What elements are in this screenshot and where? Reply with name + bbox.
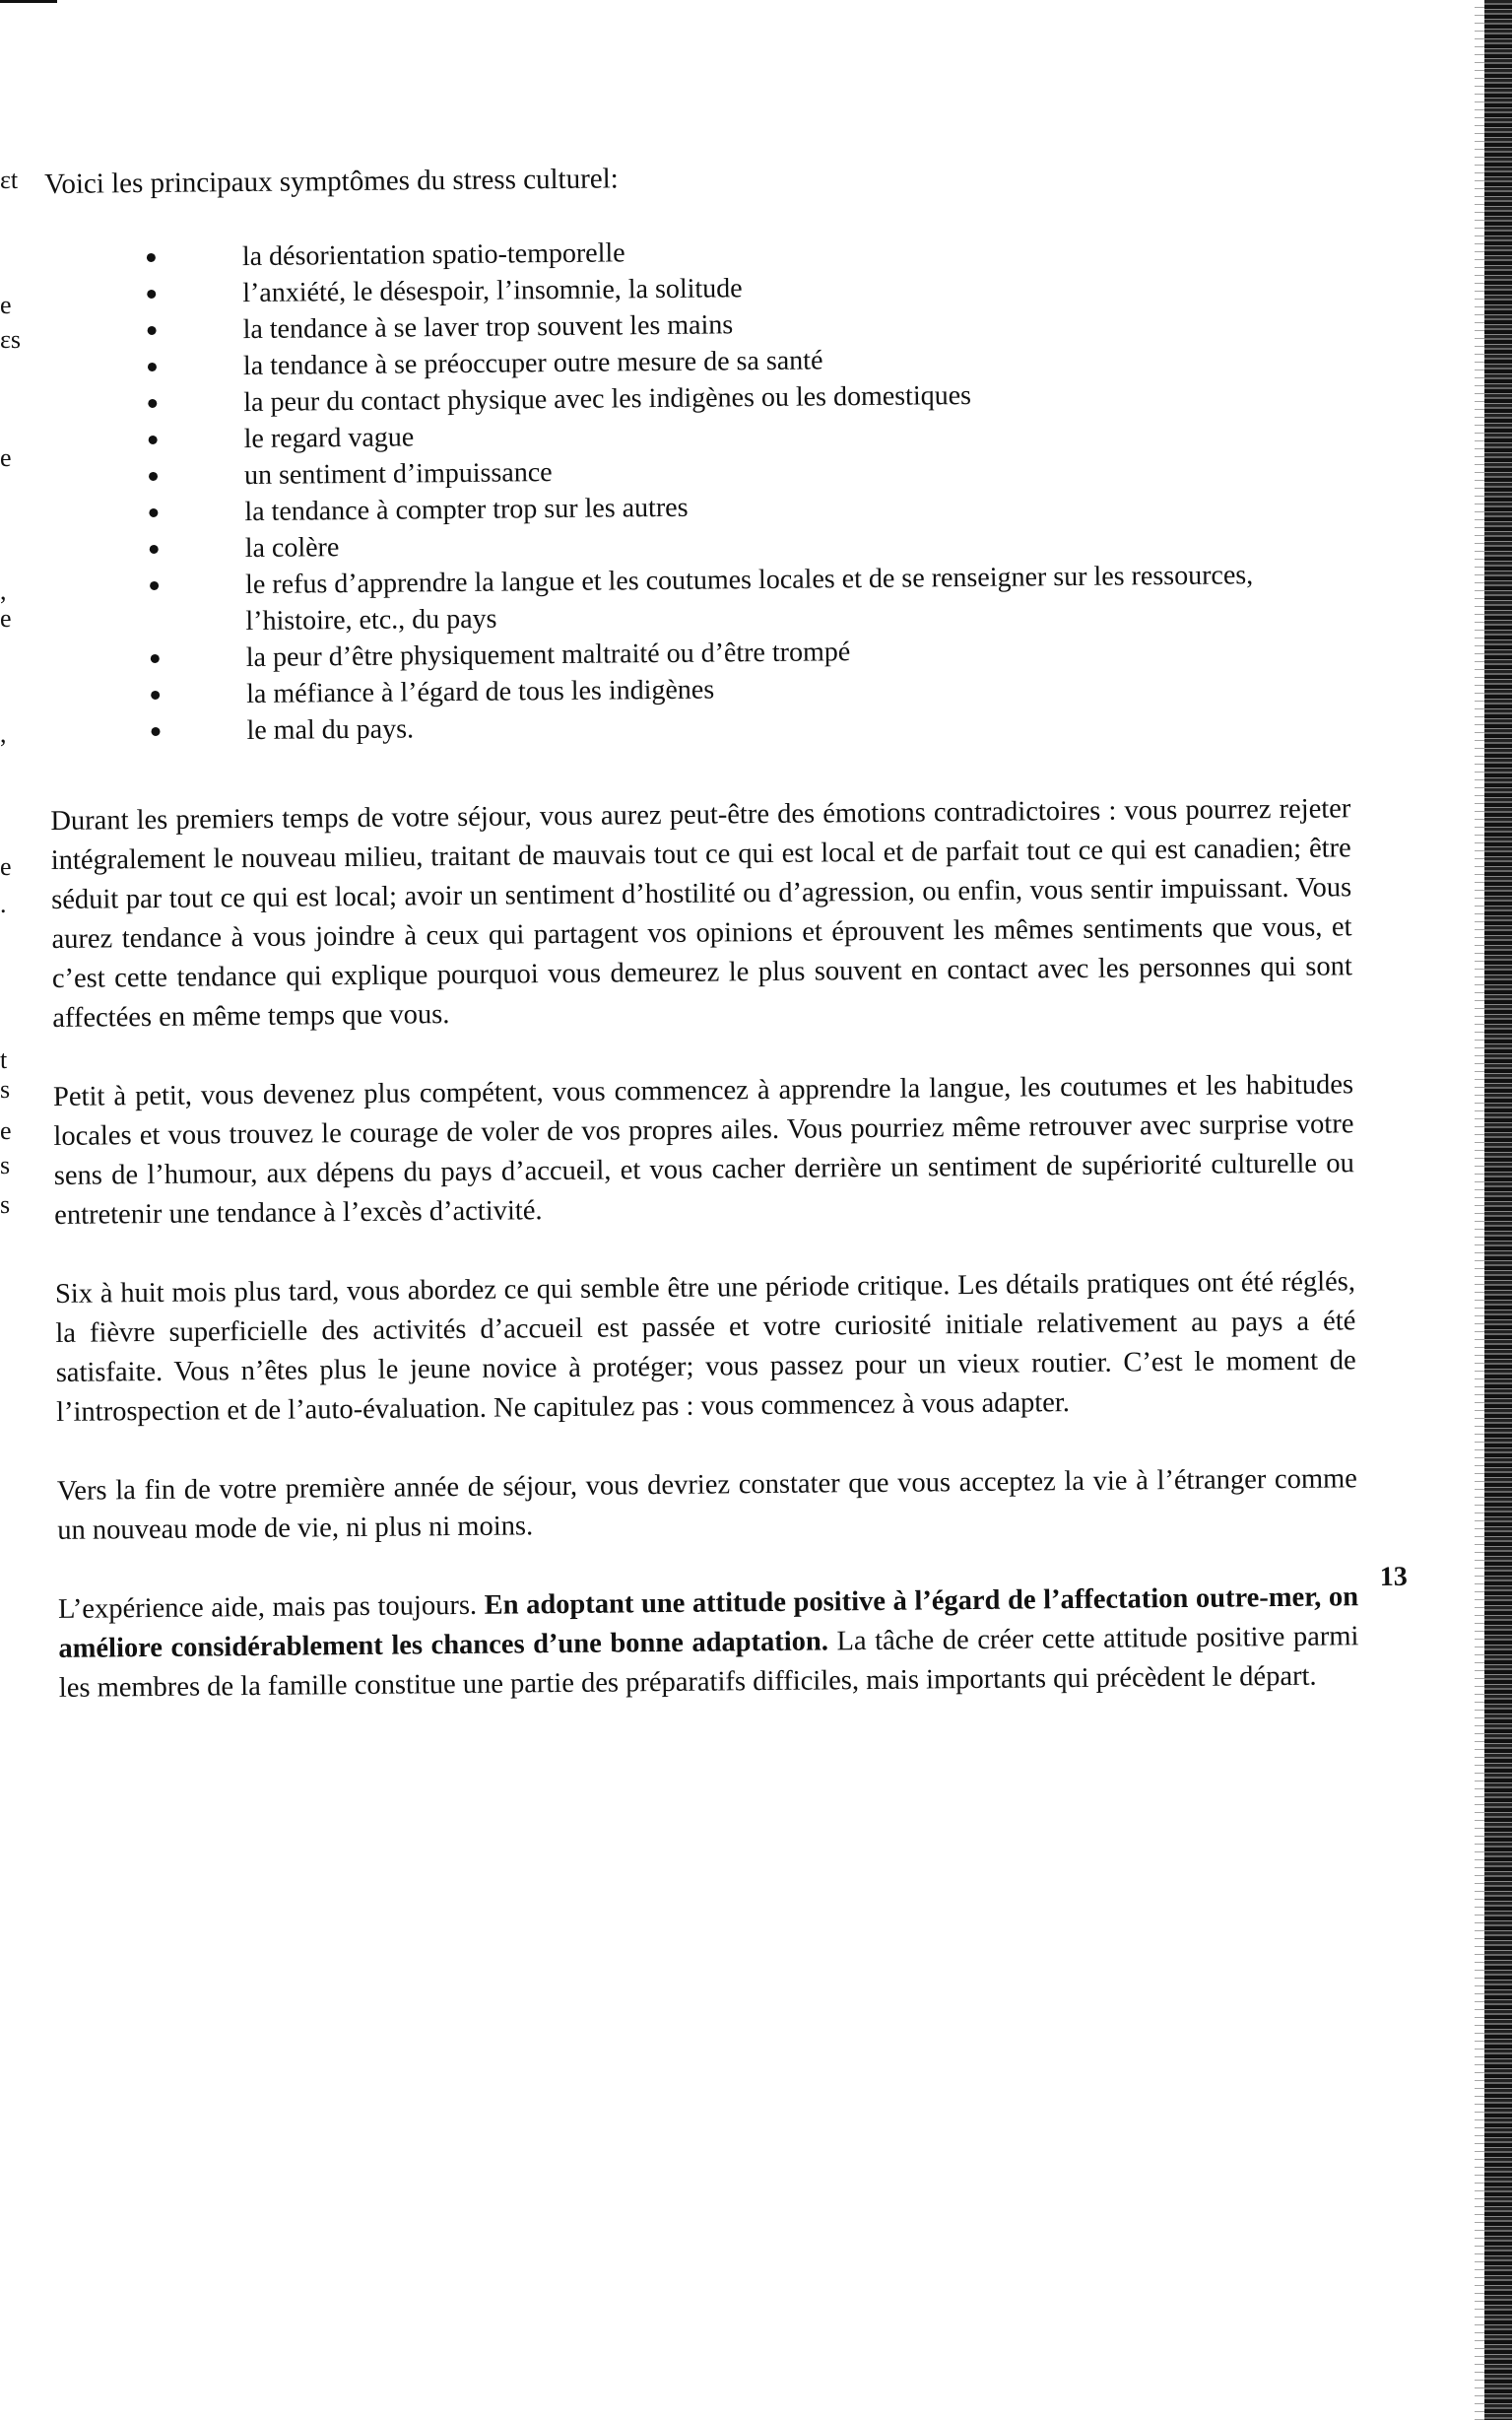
list-item-text: le mal du pays. — [246, 713, 415, 747]
bullet-icon — [149, 472, 158, 481]
margin-fragment: ɛs — [0, 325, 22, 354]
margin-fragment: , — [0, 719, 7, 748]
page-number: 13 — [1379, 1561, 1408, 1593]
intro-line: Voici les principaux symptômes du stress culturel: — [44, 163, 619, 200]
margin-fragment: s — [0, 1075, 11, 1104]
paragraph-competence: Petit à petit, vous devenez plus compétent, vous commencez à apprendre la langue, les coutumes et les habitudes locales et vous trouvez le courage de voler de vos propres ailes. Vous pourriez même retrouver avec surprise votre sens de l’humour, aux dépens du pays d’accueil, et vous cacher derrière un sentiment de supériorité culturelle ou entretenir une tendance à l’excès d’activité. — [52, 1069, 1354, 1231]
list-item-text: le refus d’apprendre la langue et les coutumes locales et de se renseigner sur les ressources, l’histoire, etc., du pays — [244, 560, 1254, 638]
paragraph-critical-period: Six à huit mois plus tard, vous abordez ce qui semble être une période critique. Les détails pratiques ont été réglés, la fièvre superficielle des activités d’accueil est passée et votre curiosité initiale relativement au pays a été satisfaite. Vous n’êtes plus le jeune novice à protéger; vous passez pour un vieux routier. C’est le moment de l’introspection et de l’auto-évaluation. Ne capitulez pas : vous commencez à vous adapter. — [54, 1266, 1356, 1428]
bullet-icon — [151, 654, 160, 663]
symptom-list — [45, 228, 1350, 751]
paragraph-early-stay: Durant les premiers temps de votre séjour, vous aurez peut-être des émotions contradictoires : vous pourrez rejeter intégralement le nouveau milieu, traitant de mauvais tout ce qui est local et de parfait tout ce qui est canadien; être séduit par tout ce qui est local; avoir un sentiment d’hostilité ou d’agression, ou enfin, vous sentir impuissant. Vous aurez tendance à vous joindre à ceux qui partagent vos opinions et éprouvent les mêmes sentiments que vous, et c’est cette tendance qui explique pourquoi vous demeurez le plus souvent en contact avec les personnes qui sont affectées en même temps que vous. — [50, 793, 1353, 1034]
list-item-text: l’anxiété, le désespoir, l’insomnie, la solitude — [242, 273, 743, 309]
margin-fragment: e — [0, 1116, 12, 1145]
bullet-icon — [148, 363, 157, 371]
paragraph-emphasis: En adoptant une attitude positive à l’égard de l’affectation outre-mer, on améliore considérablement les chances d’une bonne adaptation. — [58, 1581, 1359, 1664]
margin-fragment: . — [0, 890, 7, 918]
bullet-icon — [149, 436, 158, 444]
page-content — [44, 153, 1408, 1748]
list-item-text: la désorientation spatio-temporelle — [241, 237, 625, 273]
margin-fragment: e — [0, 604, 12, 633]
margin-fragment: e — [0, 852, 12, 881]
list-item-text: la colère — [244, 532, 340, 565]
list-item-text: la méfiance à l’égard de tous les indigènes — [246, 674, 715, 710]
paragraph-experience — [58, 1578, 1359, 1709]
list-item-text: la peur du contact physique avec les indigènes ou les domestiques — [243, 379, 972, 419]
margin-fragment: ɛt — [0, 166, 19, 194]
paragraph-tail: La tâche de créer cette attitude positive parmi les membres de la famille constitue une partie des préparatifs difficiles, mais importants qui précèdent le départ. — [58, 1621, 1359, 1704]
bullet-icon — [151, 691, 160, 700]
margin-fragment: t — [0, 1045, 8, 1074]
margin-fragment: e — [0, 443, 12, 472]
margin-fragment: , — [0, 576, 7, 605]
bullet-icon — [147, 253, 156, 262]
top-rule-mark — [0, 0, 57, 3]
list-item-text: le regard vague — [243, 422, 415, 455]
bullet-icon — [148, 399, 157, 408]
list-item-text: la tendance à compter trop sur les autres — [244, 492, 689, 528]
bullet-icon — [150, 581, 159, 590]
list-item-text: la tendance à se préoccuper outre mesure de sa santé — [242, 345, 823, 382]
paragraph-lead: L’expérience aide, mais pas toujours. — [57, 1589, 485, 1625]
bullet-icon — [150, 545, 159, 554]
margin-fragment: s — [0, 1151, 11, 1179]
bullet-icon — [149, 508, 158, 517]
list-item-text: un sentiment d’impuissance — [243, 457, 553, 492]
bullet-icon — [147, 290, 156, 299]
margin-fragment: e — [0, 291, 12, 319]
list-item-text: la tendance à se laver trop souvent les mains — [242, 309, 734, 346]
list-item-text: la peur d’être physiquement maltraité ou d’être trompé — [245, 637, 851, 674]
bullet-icon — [148, 326, 157, 335]
scan-binding-edge — [1484, 0, 1512, 2420]
list-item — [48, 556, 1349, 641]
margin-fragment: s — [0, 1190, 11, 1219]
paragraph-first-year: Vers la fin de votre première année de séjour, vous devriez constater que vous acceptez la vie à l’étranger comme un nouveau mode de vie, ni plus ni moins. — [56, 1463, 1358, 1546]
bullet-icon — [151, 727, 160, 736]
